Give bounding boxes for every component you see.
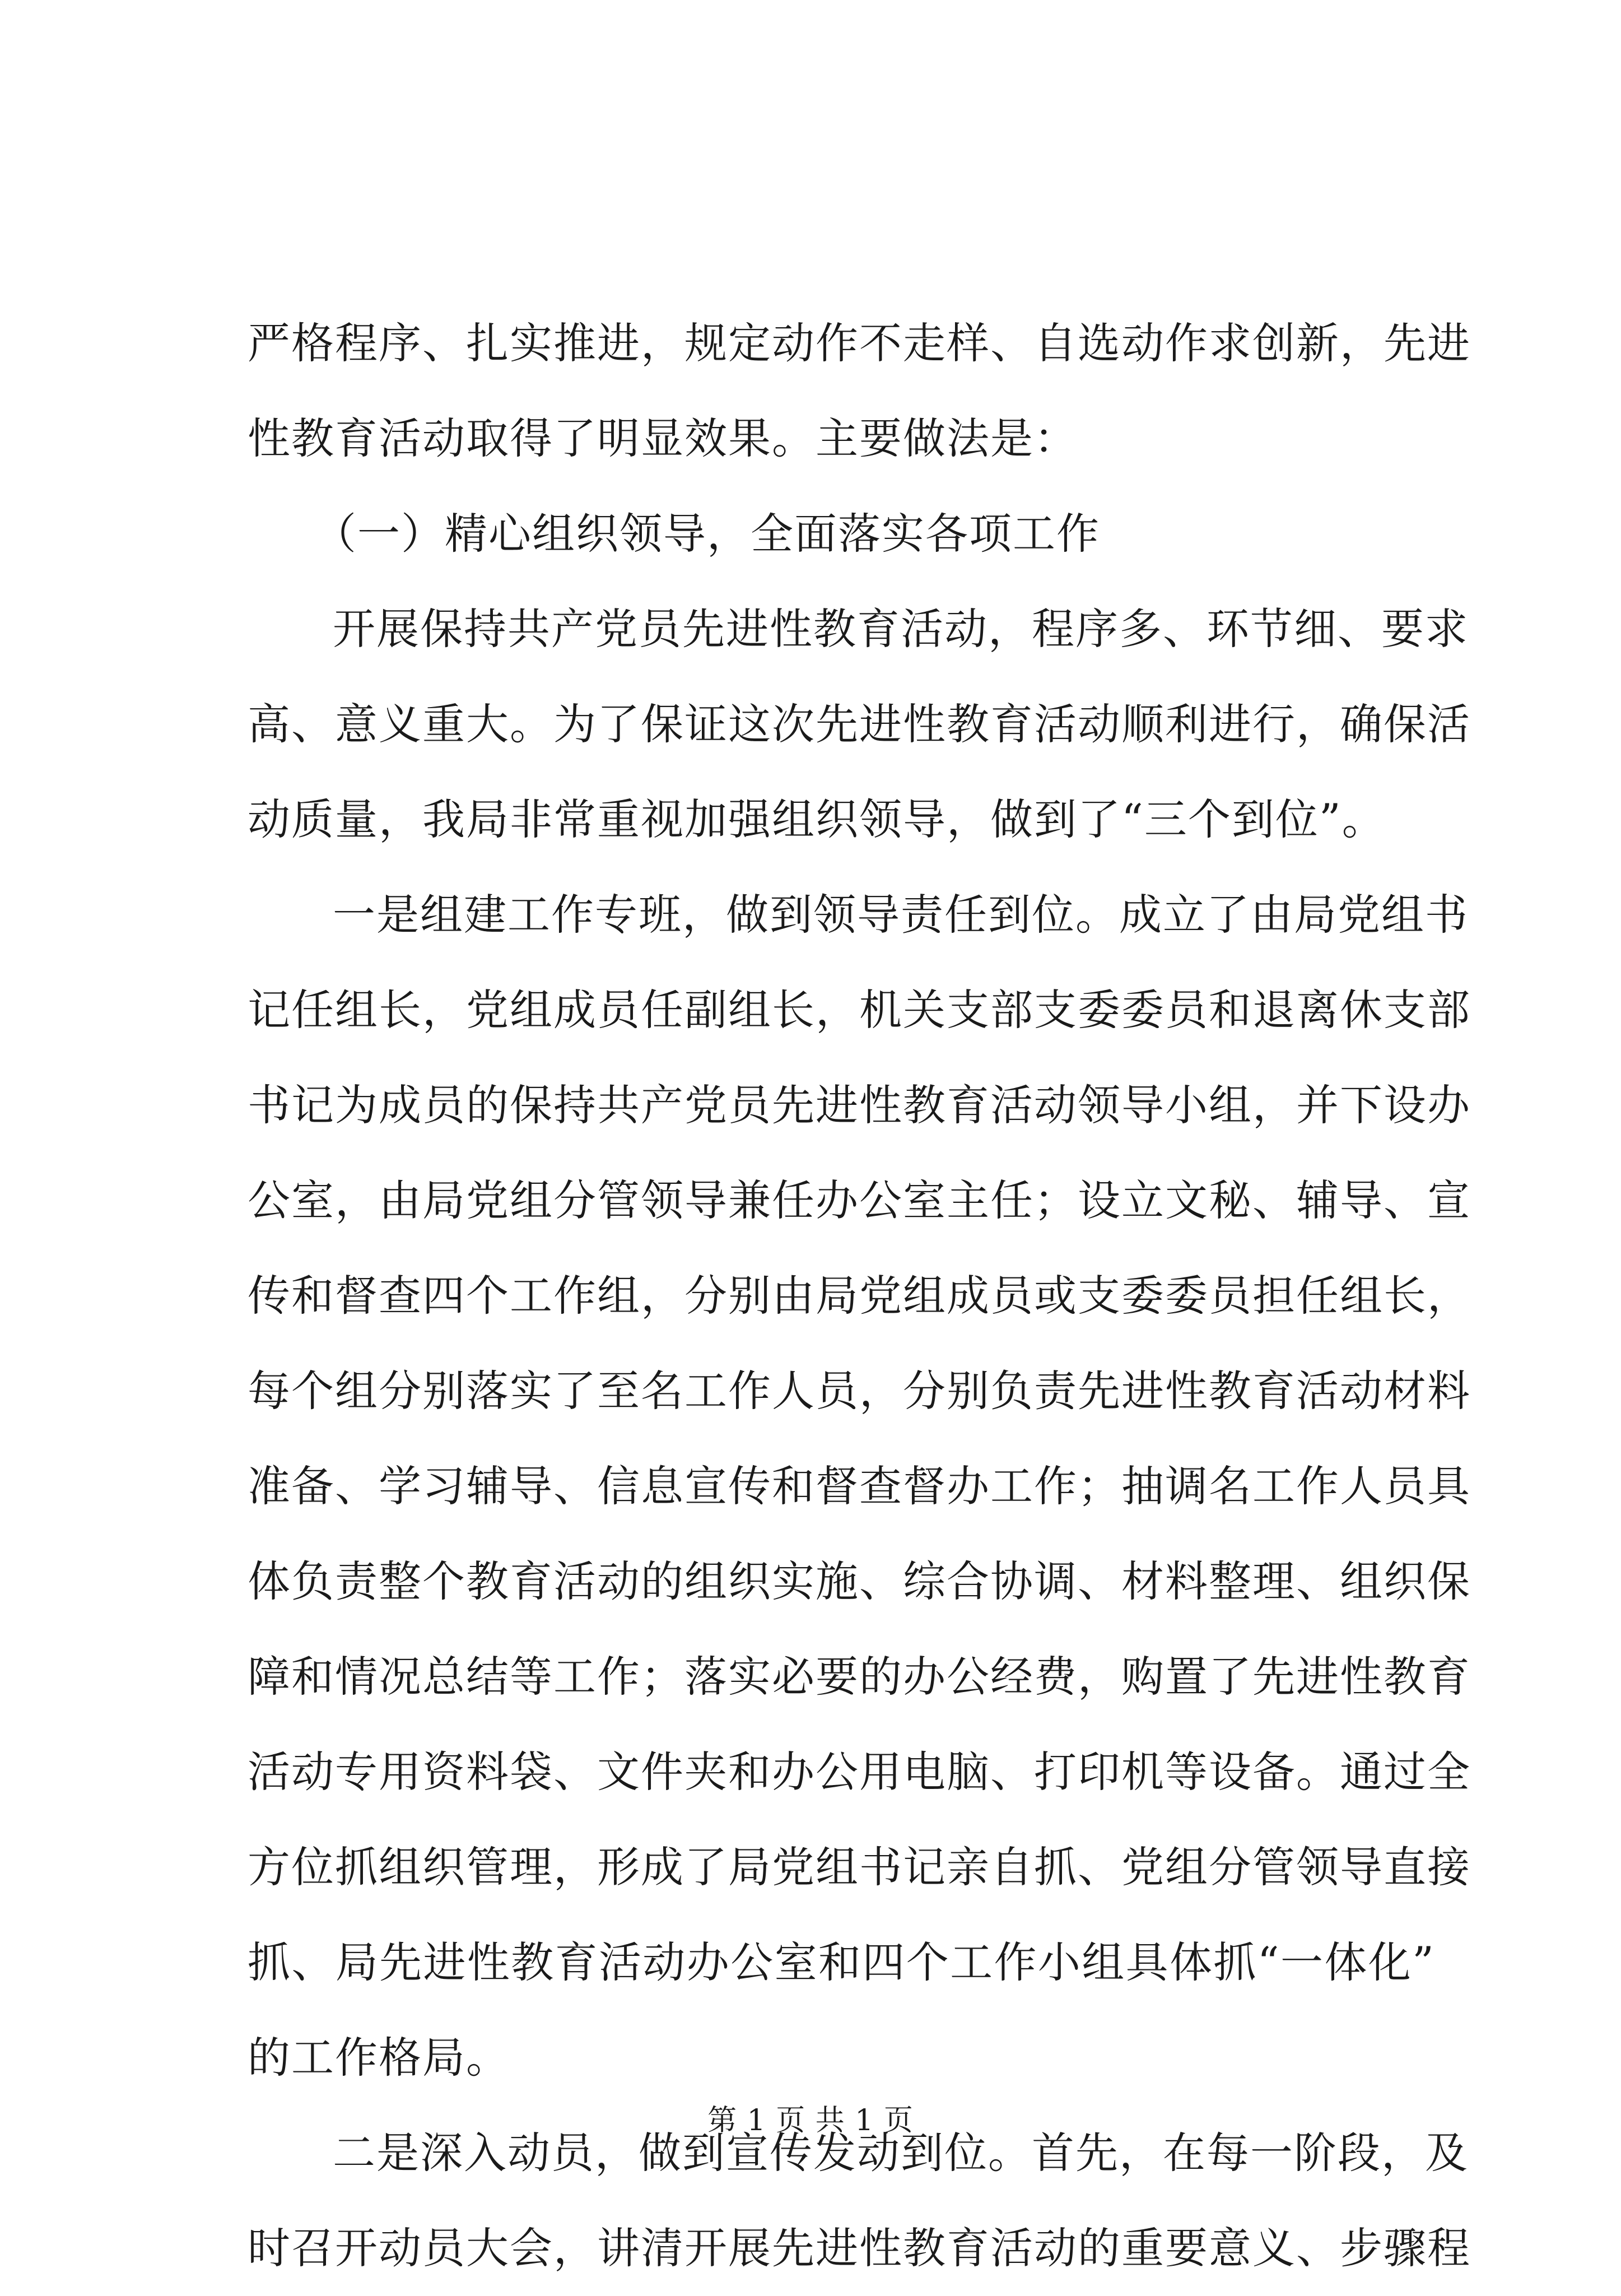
text-line: 严格程序、扎实推进，规定动作不走样、自选动作求创新，先进 (248, 318, 1471, 368)
text-line: 方位抓组织管理，形成了局党组书记亲自抓、党组分管领导直接 (248, 1842, 1471, 1892)
text-line: 记任组长，党组成员任副组长，机关支部支委委员和退离休支部 (248, 985, 1471, 1035)
text-line: 时召开动员大会，讲清开展先进性教育活动的重要意义、步骤程 (248, 2223, 1471, 2273)
text-line: 每个组分别落实了至名工作人员，分别负责先进性教育活动材料 (248, 1366, 1471, 1416)
document-body (248, 296, 1471, 2296)
text-line: 传和督查四个工作组，分别由局党组成员或支委委员担任组长， (248, 1271, 1471, 1321)
section-heading: （一）精心组织领导，全面落实各项工作 (314, 509, 1100, 559)
text-line: 准备、学习辅导、信息宣传和督查督办工作；抽调名工作人员具 (248, 1461, 1471, 1511)
text-line: 一是组建工作专班，做到领导责任到位。成立了由局党组书 (333, 890, 1469, 940)
text-line: 性教育活动取得了明显效果。主要做法是： (248, 413, 1078, 463)
page-footer: 第 1 页 共 1 页 (707, 2104, 914, 2137)
text-line: 活动专用资料袋、文件夹和办公用电脑、打印机等设备。通过全 (248, 1747, 1471, 1797)
text-line: 动质量，我局非常重视加强组织领导，做到了“三个到位”。 (248, 794, 1386, 844)
text-line: 书记为成员的保持共产党员先进性教育活动领导小组，并下设办 (248, 1080, 1471, 1130)
text-line: 开展保持共产党员先进性教育活动，程序多、环节细、要求 (333, 604, 1469, 654)
text-line: 公室，由局党组分管领导兼任办公室主任；设立文秘、辅导、宣 (248, 1175, 1471, 1225)
text-line: 高、意义重大。为了保证这次先进性教育活动顺利进行，确保活 (248, 699, 1471, 749)
text-line: 二是深入动员，做到宣传发动到位。首先，在每一阶段，及 (333, 2128, 1469, 2178)
text-line: 障和情况总结等工作；落实必要的办公经费，购置了先进性教育 (248, 1652, 1471, 1702)
text-line: 的工作格局。 (248, 2033, 510, 2083)
text-line: 体负责整个教育活动的组织实施、综合协调、材料整理、组织保 (248, 1556, 1471, 1606)
text-line: 抓、局先进性教育活动办公室和四个工作小组具体抓“一体化” (248, 1937, 1435, 1987)
